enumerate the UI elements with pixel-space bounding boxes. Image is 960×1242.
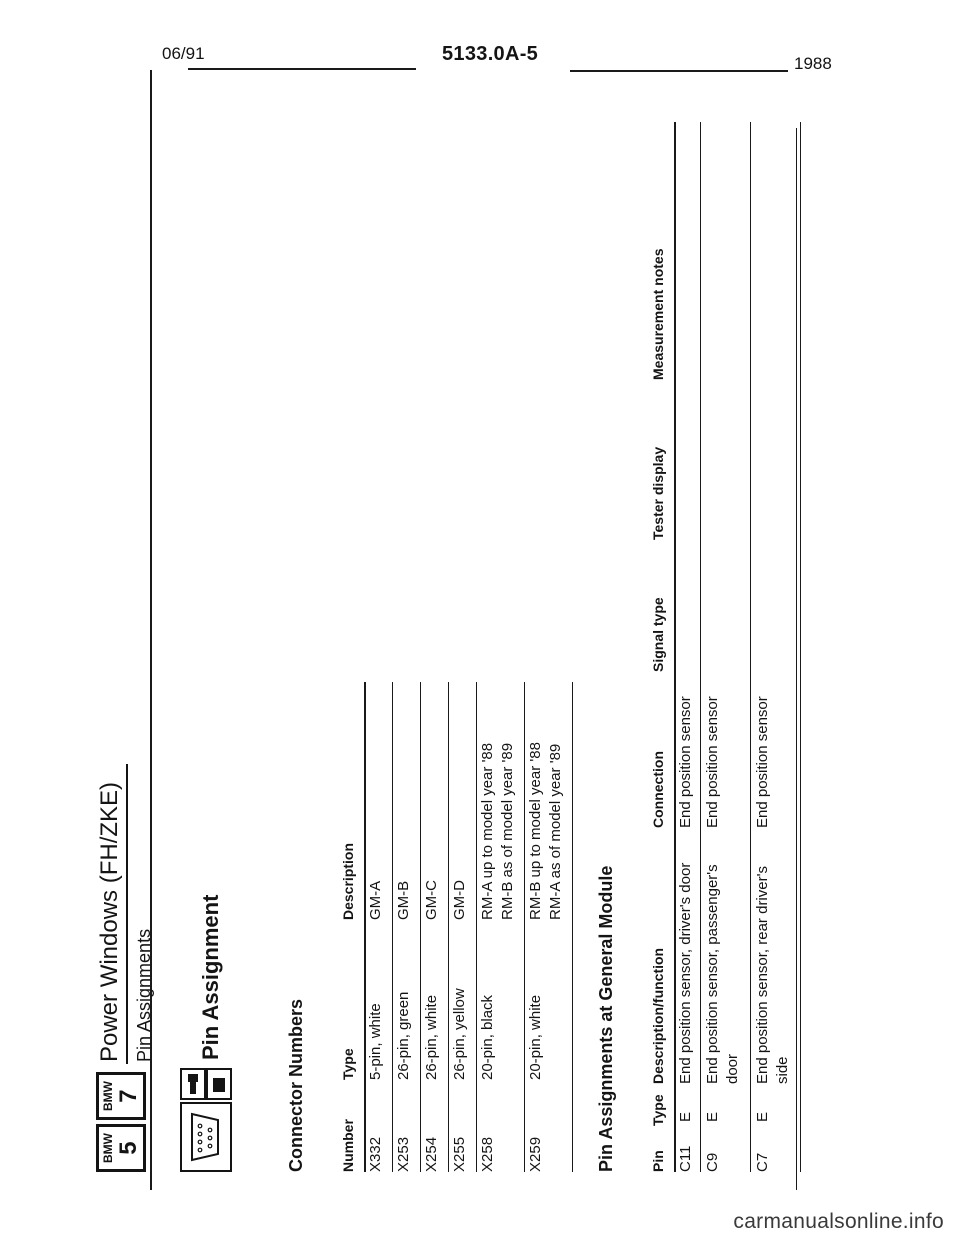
header-document-code: 5133.0A-5	[442, 43, 539, 65]
connector-description: GM-A	[367, 880, 384, 920]
row-divider	[800, 122, 801, 1172]
badge-number: 7	[115, 1089, 142, 1103]
rotated-content	[86, 32, 946, 1232]
col-tester-display: Tester display	[650, 446, 666, 540]
connector-pinout-box	[180, 1102, 232, 1172]
connector-type: 26-pin, white	[423, 994, 440, 1080]
row-divider	[750, 122, 751, 1172]
plug-symbol-box	[180, 1068, 206, 1100]
connector-description-line2: RM-A as of model year '89	[547, 743, 564, 920]
badge-number: 5	[115, 1141, 142, 1155]
bmw-series-badge-5	[96, 1124, 146, 1172]
pin-description: End position sensor, passenger's	[704, 864, 721, 1084]
col-signal-type: Signal type	[650, 597, 666, 672]
connector-type: 20-pin, white	[527, 994, 544, 1080]
connector-description: GM-D	[451, 880, 468, 920]
document-title: Power Windows (FH/ZKE)	[96, 781, 123, 1062]
row-divider	[392, 682, 393, 1172]
plug-icon	[182, 1070, 204, 1098]
connector-description: GM-B	[395, 880, 412, 920]
pin-description-line2: door	[724, 1053, 741, 1084]
connector-number: X255	[451, 1136, 468, 1172]
badge-brand: BMW	[101, 1133, 115, 1163]
pin-assignments-heading: Pin Assignments at General Module	[596, 865, 616, 1172]
connector-type: 26-pin, green	[395, 991, 412, 1080]
pin-connection: End position sensor	[704, 696, 721, 828]
title-underline	[126, 764, 128, 1064]
connector-number: X332	[367, 1136, 384, 1172]
col-pin-type: Type	[650, 1094, 666, 1126]
connector-table-header-rule	[364, 682, 366, 1172]
row-divider	[476, 682, 477, 1172]
col-number: Number	[340, 1119, 356, 1172]
connector-type: 26-pin, yellow	[451, 988, 468, 1080]
col-connection: Connection	[650, 751, 666, 828]
row-divider	[700, 122, 701, 1172]
col-description: Description	[340, 842, 356, 920]
pin-description: End position sensor, driver's door	[677, 862, 694, 1084]
pin-assignment-heading: Pin Assignment	[198, 894, 223, 1060]
socket-symbol-box	[206, 1068, 232, 1100]
pin-connection: End position sensor	[677, 696, 694, 828]
col-description-function: Description/function	[650, 947, 666, 1084]
pin-table-header-rule	[674, 122, 676, 1172]
pin-type: E	[677, 1111, 694, 1122]
connector-type: 20-pin, black	[479, 994, 496, 1080]
pin-id: C7	[754, 1152, 771, 1172]
row-divider	[572, 682, 573, 1172]
connector-description: RM-A up to model year '88	[479, 742, 496, 920]
badge-brand: BMW	[101, 1081, 115, 1111]
connector-number: X253	[395, 1136, 412, 1172]
connector-numbers-heading: Connector Numbers	[286, 998, 306, 1172]
col-type: Type	[340, 1048, 356, 1080]
pin-type: E	[704, 1111, 721, 1122]
connector-type: 5-pin, white	[367, 1003, 384, 1080]
connector-description: GM-C	[423, 880, 440, 920]
connector-pinout-icon	[182, 1104, 230, 1170]
pin-id: C11	[677, 1145, 694, 1172]
pin-connection: End position sensor	[754, 696, 771, 828]
pin-type: E	[754, 1111, 771, 1122]
watermark-text: carmanualsonline.info	[733, 1210, 944, 1233]
bmw-series-badge-7	[96, 1072, 146, 1120]
row-divider	[524, 682, 525, 1172]
header-year: 1988	[794, 54, 832, 73]
row-divider	[420, 682, 421, 1172]
pin-description-line2: side	[774, 1056, 791, 1084]
connector-number: X254	[423, 1136, 440, 1172]
pin-description: End position sensor, rear driver's	[754, 866, 771, 1084]
col-measurement-notes: Measurement notes	[650, 248, 666, 380]
connector-number: X258	[479, 1136, 496, 1172]
col-pin: Pin	[650, 1150, 666, 1172]
socket-icon	[208, 1070, 230, 1098]
connector-description-line2: RM-B as of model year '89	[499, 742, 516, 920]
pin-id: C9	[704, 1152, 721, 1172]
row-divider	[448, 682, 449, 1172]
connector-number: X259	[527, 1136, 544, 1172]
connector-description: RM-B up to model year '88	[527, 742, 544, 920]
header-date: 06/91	[162, 44, 205, 63]
document-subtitle: Pin Assignments	[134, 928, 154, 1062]
